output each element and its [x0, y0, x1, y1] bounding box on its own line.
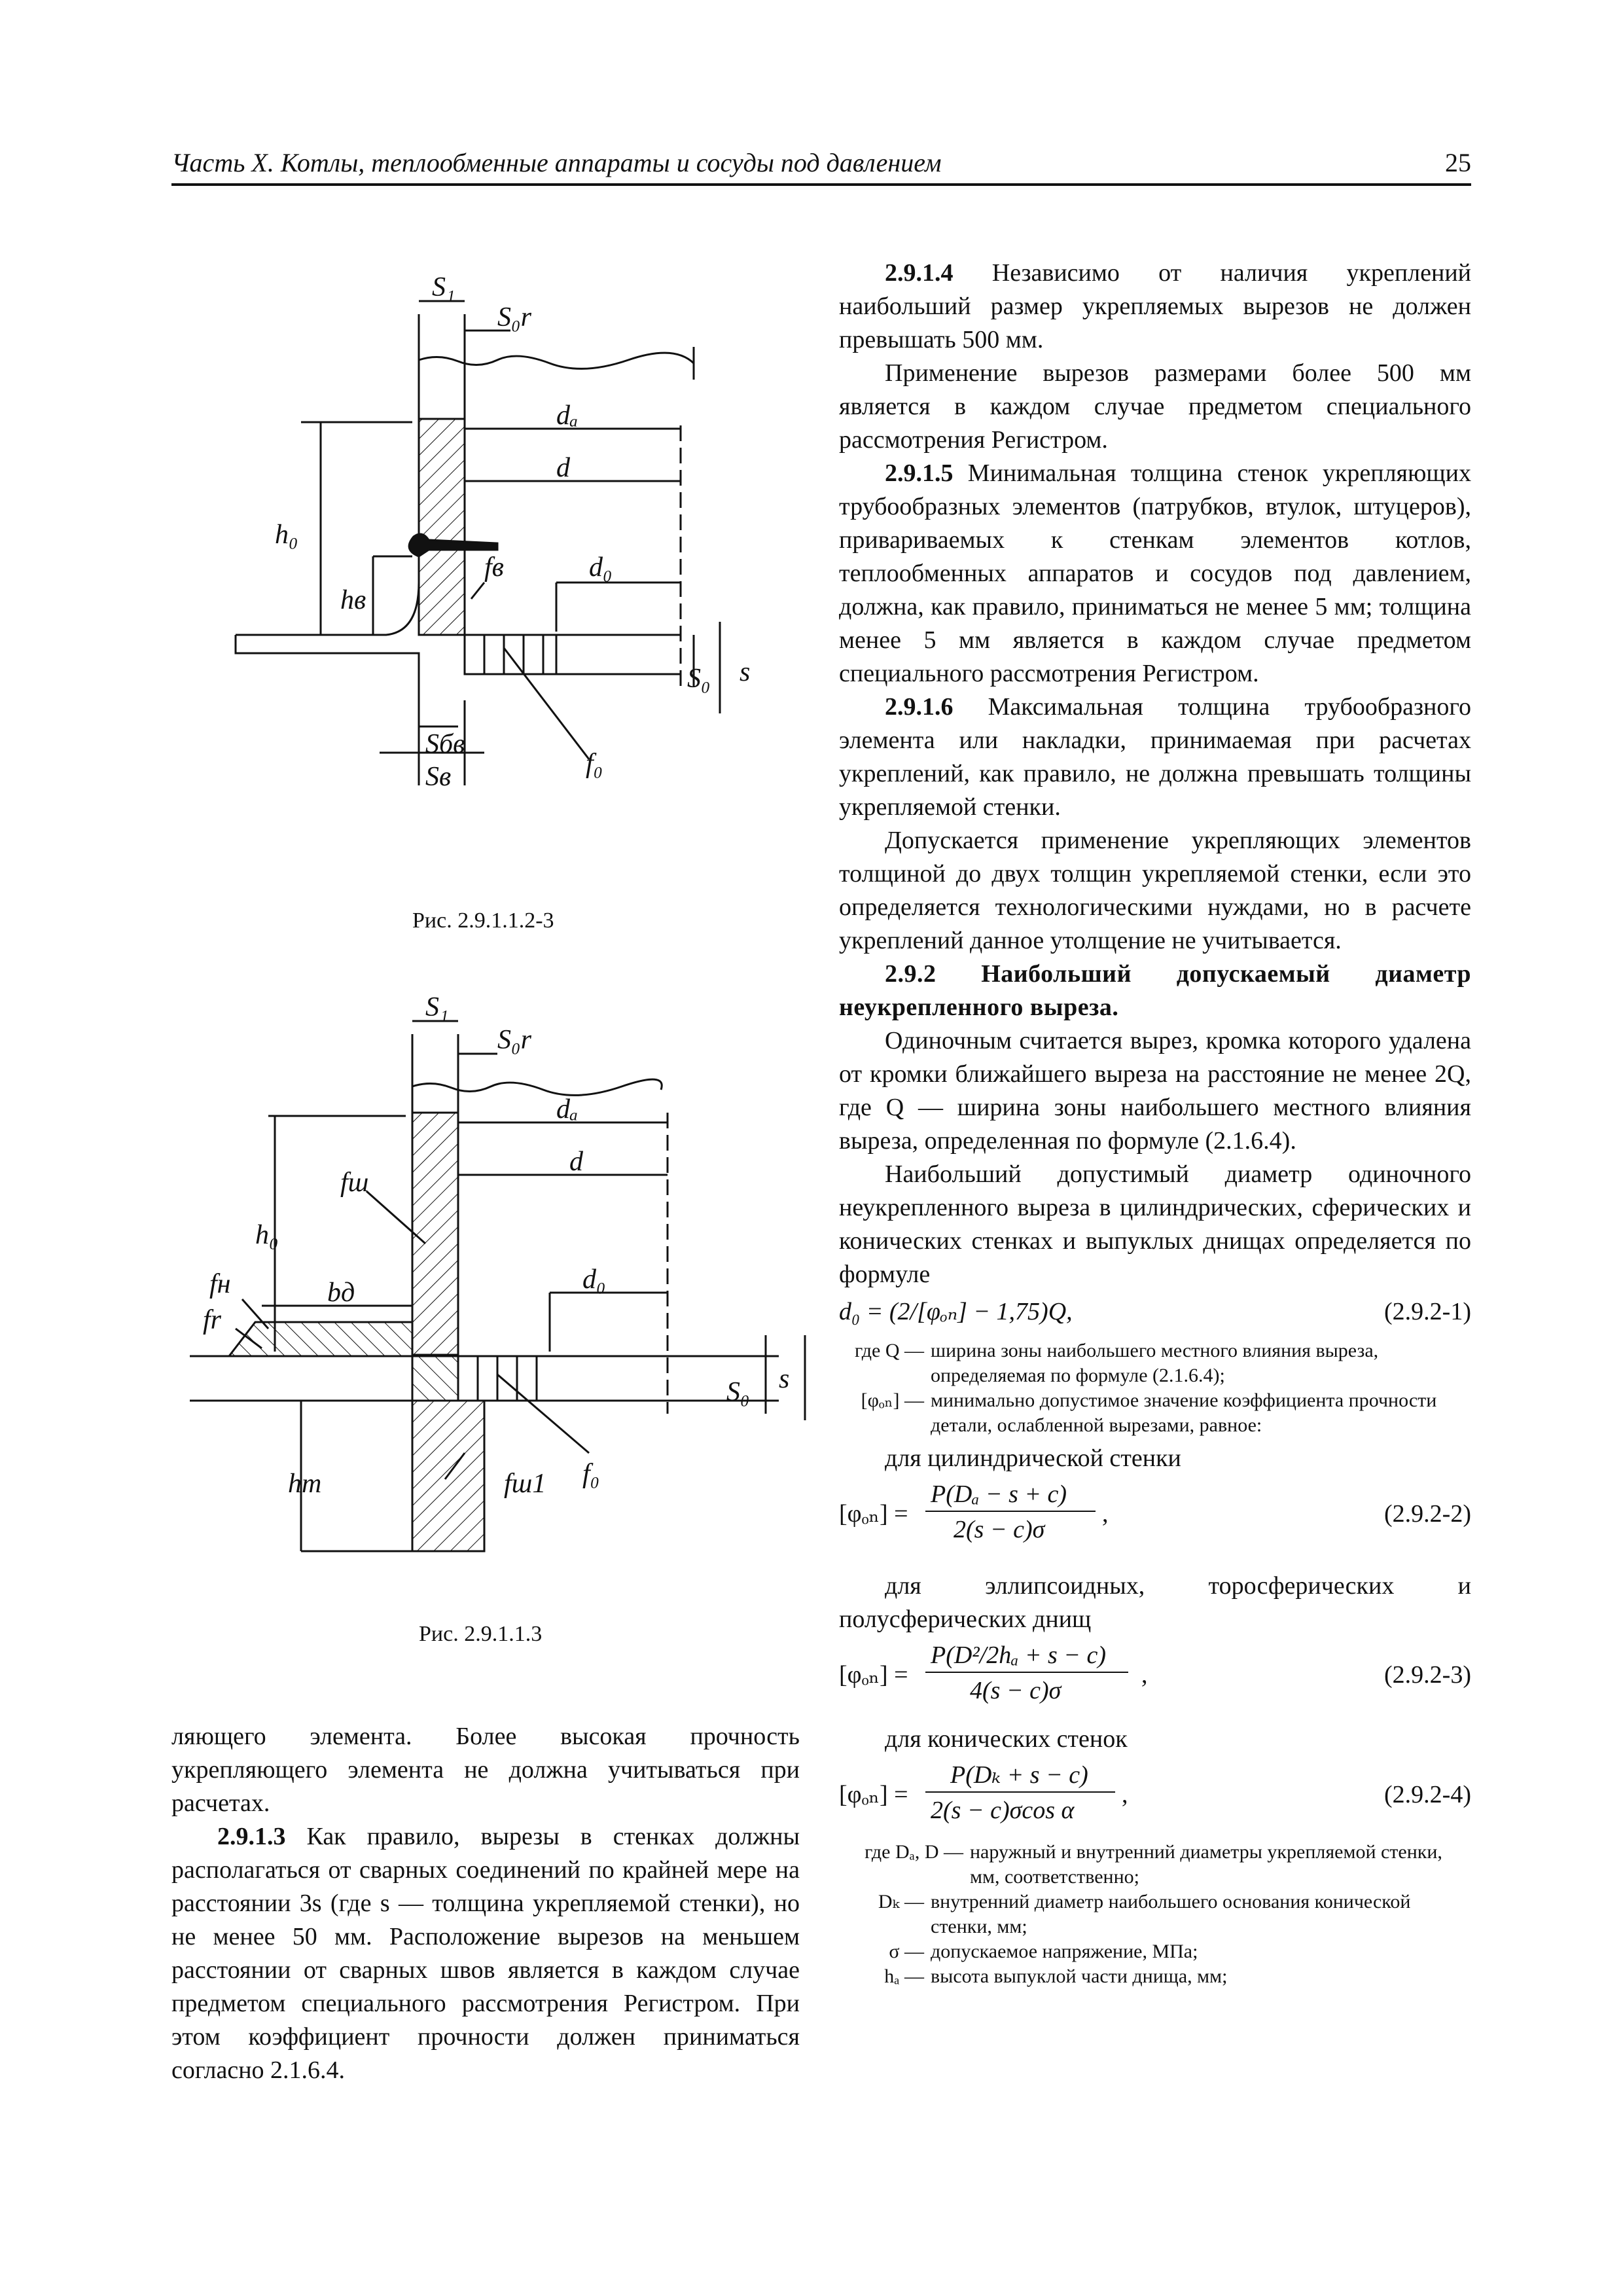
- where-item: [839, 1964, 1471, 1989]
- paragraph-2-9-1-6-number: 2.9.1.6: [885, 693, 954, 721]
- label-conical: для конических стенок: [885, 1725, 1128, 1753]
- fig1-label-s: s: [740, 657, 751, 687]
- equation-2-9-2-4-denominator: 2(s − c)σcos α: [931, 1797, 1075, 1824]
- figure-1-caption: Рис. 2.9.1.1.2-3: [412, 908, 554, 933]
- fig1-label-s1: S₁: [432, 272, 455, 302]
- paragraph-2-9-1-5: [839, 457, 1471, 691]
- where-list-2: [839, 1840, 1471, 1989]
- equation-2-9-2-3-lhs: [φₒₙ] =: [839, 1661, 908, 1689]
- fig1-label-da: dₐ: [556, 401, 579, 431]
- where-key: hₐ —: [884, 1965, 924, 1987]
- paragraph-2-9-1-3: [171, 1820, 800, 2087]
- equation-2-9-2-1-body: d₀ = (2/[φₒₙ] − 1,75)Q,: [839, 1298, 1073, 1325]
- equation-2-9-2-1: [839, 1295, 1471, 1335]
- fig2-label-d0: d₀: [582, 1265, 606, 1295]
- where-item: [839, 1890, 1471, 1939]
- figure-2-9-1-1-3: [190, 995, 818, 1584]
- right-column: [839, 257, 1471, 1989]
- where-item: [839, 1338, 1471, 1388]
- where-key: где Q —: [854, 1340, 924, 1361]
- fig1-label-hv: hв: [340, 585, 366, 615]
- where-value: внутренний диаметр наибольшего основания конической стенки, мм;: [931, 1891, 1411, 1937]
- equation-2-9-2-2-numerator: P(Dₐ − s + c): [931, 1480, 1067, 1508]
- where-item: [839, 1939, 1471, 1964]
- paragraph-2-9-2-a: Одиночным считается вырез, кромка которого удалена от кромки ближайшего выреза на расстояние не менее 2Q, где Q — ширина зоны наибольшего местного влияния выреза, определенная по формуле (2.1.6.4).: [839, 1027, 1471, 1155]
- left-continued-paragraph: ляющего элемента. Более высокая прочность укрепляющего элемента не должна учитываться при расчетах.: [171, 1723, 800, 1817]
- fig2-label-da: dₐ: [556, 1094, 579, 1124]
- where-item: [839, 1388, 1471, 1438]
- equation-2-9-2-2-lhs: [φₒₙ] =: [839, 1500, 908, 1528]
- fig2-label-sbr: S₀r: [497, 1025, 531, 1055]
- fig1-label-sbv: Sбв: [425, 729, 465, 759]
- fig1-label-s0: S₀: [687, 664, 711, 694]
- where-value: допускаемое напряжение, МПа;: [931, 1941, 1198, 1962]
- equation-2-9-2-4-fraction-bar: [925, 1791, 1115, 1793]
- where-key: σ —: [889, 1941, 924, 1962]
- equation-2-9-2-4-number: (2.9.2-4): [1384, 1781, 1471, 1808]
- where-key: Dₖ —: [878, 1891, 924, 1912]
- equation-2-9-2-3-numerator: P(D²/2hₐ + s − c): [931, 1641, 1106, 1669]
- figure-1-drawing: [223, 268, 812, 825]
- fig2-label-h0: h₀: [255, 1220, 279, 1250]
- figure-2-drawing: [190, 995, 818, 1584]
- fig2-label-s: s: [779, 1364, 790, 1394]
- fig2-label-d: d: [569, 1147, 583, 1177]
- equation-2-9-2-4-numerator: P(Dₖ + s − c): [950, 1761, 1088, 1789]
- where-list-1: [839, 1338, 1471, 1438]
- where-key: где Dₐ, D —: [865, 1841, 963, 1863]
- fig2-label-fr: fr: [203, 1305, 222, 1335]
- running-header: [171, 145, 1471, 186]
- fig2-label-hm: hт: [288, 1469, 322, 1499]
- equation-2-9-2-4: [φₒₙ] = P(Dₖ + s − c) 2(s − c)σcos α , (2.9.2-4): [839, 1759, 1471, 1827]
- paragraph-2-9-1-4-number: 2.9.1.4: [885, 259, 954, 287]
- running-header-title: Часть X. Котлы, теплообменные аппараты и сосуды под давлением: [171, 148, 942, 177]
- where-value: высота выпуклой части днища, мм;: [931, 1965, 1228, 1987]
- paragraph-2-9-1-6-b: Допускается применение укрепляющих элементов толщиной до двух толщин укрепляемой стенки, если это определяется технологическими нуждами, но в расчете укреплений данное утолщение не учитывается.: [839, 827, 1471, 954]
- fig1-label-f0: f₀: [586, 749, 603, 779]
- fig2-label-fn: fн: [209, 1269, 231, 1299]
- fig1-label-d0: d₀: [589, 552, 613, 583]
- paragraph-2-9-1-3-number: 2.9.1.3: [217, 1823, 286, 1850]
- fig1-label-sbr: S₀r: [497, 302, 531, 332]
- fig1-label-h0: h₀: [275, 520, 298, 550]
- figure-2-caption: Рис. 2.9.1.1.3: [419, 1622, 543, 1646]
- equation-2-9-2-2-number: (2.9.2-2): [1384, 1500, 1471, 1528]
- where-key: [φₒₙ] —: [861, 1390, 924, 1411]
- figure-2-9-1-1-2-3: [223, 268, 812, 825]
- fig2-label-s1: S₁: [425, 995, 449, 1022]
- page-number: 25: [1445, 148, 1471, 177]
- label-elliptical: для эллипсоидных, торосферических и полусферических днищ: [839, 1572, 1471, 1633]
- paragraph-2-9-1-3-text: Как правило, вырезы в стенках должны располагаться от сварных соединений по крайней мере на расстоянии 3s (где s — толщина укрепляемой стенки), но не менее 50 мм. Расположение вырезов на меньшем расстоянии от сварных швов является в каждом случае предметом специального рассмотрения Регистром. При этом коэффициент прочности должен приниматься согласно 2.1.6.4.: [171, 1823, 800, 2084]
- equation-2-9-2-2: [φₒₙ] = P(Dₐ − s + c) 2(s − c)σ , (2.9.2-2): [839, 1478, 1471, 1546]
- fig1-label-sv: Sв: [425, 762, 452, 792]
- paragraph-2-9-2-b: Наибольший допустимый диаметр одиночного неукрепленного выреза в цилиндрических, сферических и конических стенках и выпуклых днищах определяется по формуле: [839, 1160, 1471, 1288]
- paragraph-2-9-1-4-b: Применение вырезов размерами более 500 мм является в каждом случае предметом специального рассмотрения Регистром.: [839, 359, 1471, 454]
- paragraph-2-9-1-4-text: Независимо от наличия укреплений наибольший размер укрепляемых вырезов не должен превышать 500 мм.: [839, 259, 1472, 353]
- fig1-label-fv: fв: [484, 552, 504, 583]
- paragraph-2-9-1-6-text: Максимальная толщина трубообразного элемента или накладки, принимаемая при расчетах укреплений, как правило, не должна превышать толщины укрепляемой стенки.: [839, 693, 1472, 821]
- where-value: наружный и внутренний диаметры укрепляемой стенки, мм, соответственно;: [970, 1841, 1442, 1888]
- label-cylindrical: для цилиндрической стенки: [885, 1444, 1181, 1472]
- equation-2-9-2-2-denominator: 2(s − c)σ: [954, 1516, 1045, 1543]
- where-value: минимально допустимое значение коэффициента прочности детали, ослабленной вырезами, равное:: [931, 1390, 1437, 1436]
- paragraph-2-9-1-5-text: Минимальная толщина стенок укрепляющих трубообразных элементов (патрубков, втулок, штуцеров), привариваемых к стенкам элементов котлов, теплообменных аппаратов и сосудов под давлением, должна, как правило, приниматься не менее 5 мм; толщина менее 5 мм является в каждом случае предметом специального рассмотрения Регистром.: [839, 459, 1472, 687]
- fig2-label-s0: S₀: [726, 1377, 750, 1407]
- equation-2-9-2-3-fraction-bar: [925, 1672, 1128, 1673]
- where-item: [839, 1840, 1471, 1890]
- paragraph-2-9-1-6: [839, 691, 1471, 824]
- fig1-label-d: d: [556, 453, 570, 483]
- left-column: [171, 1720, 800, 2087]
- fig2-label-fu: fш: [340, 1168, 369, 1198]
- equation-2-9-2-1-number: (2.9.2-1): [1384, 1298, 1471, 1325]
- paragraph-2-9-1-5-number: 2.9.1.5: [885, 459, 954, 487]
- fig2-label-bd: bд: [327, 1278, 355, 1308]
- equation-2-9-2-3: [φₒₙ] = P(D²/2hₐ + s − c) 4(s − c)σ , (2.9.2-3): [839, 1639, 1471, 1707]
- equation-2-9-2-3-number: (2.9.2-3): [1384, 1661, 1471, 1689]
- where-value: ширина зоны наибольшего местного влияния выреза, определяемая по формуле (2.1.6.4);: [931, 1340, 1379, 1386]
- equation-2-9-2-4-lhs: [φₒₙ] =: [839, 1781, 908, 1808]
- fig2-label-f0: f₀: [582, 1459, 600, 1489]
- paragraph-2-9-1-4: [839, 257, 1471, 357]
- fig2-label-fu1: fш1: [504, 1469, 546, 1499]
- equation-2-9-2-3-denominator: 4(s − c)σ: [970, 1677, 1061, 1704]
- equation-2-9-2-2-fraction-bar: [925, 1511, 1096, 1512]
- section-heading-2-9-2: 2.9.2 Наибольший допускаемый диаметр неукрепленного выреза.: [839, 960, 1471, 1021]
